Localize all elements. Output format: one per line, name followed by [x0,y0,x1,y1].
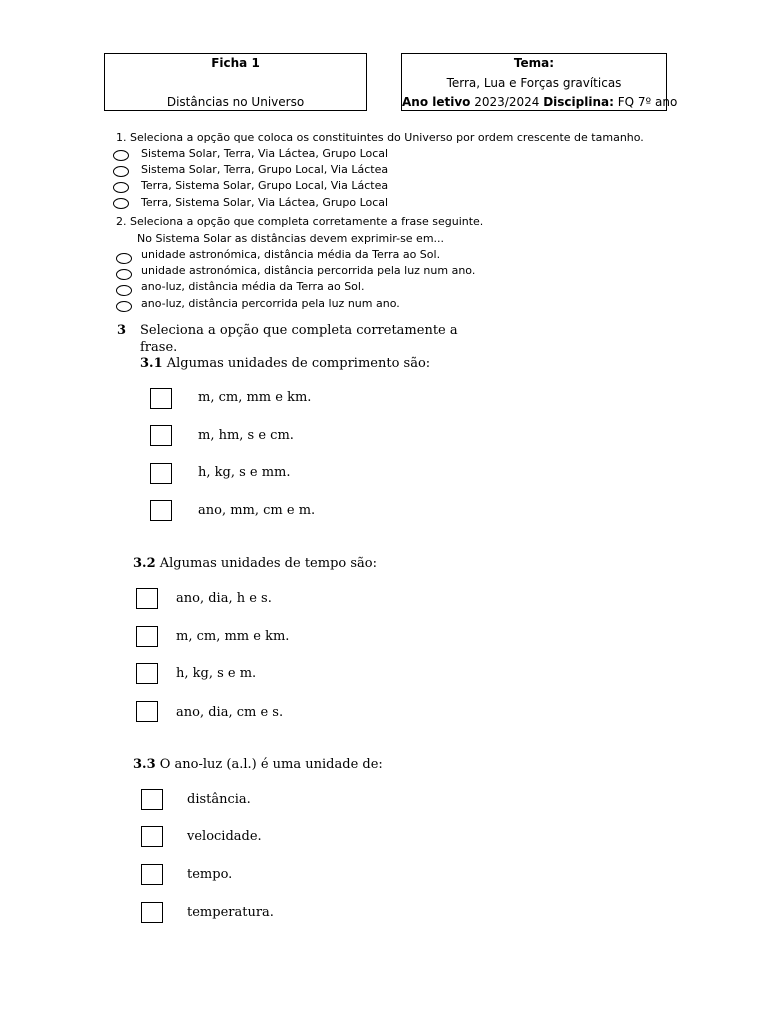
disciplina-value: FQ 7º ano [617,95,678,109]
disciplina-label: Disciplina: [543,95,614,109]
q3-question-line2: frase. [140,340,178,355]
tema-label: Tema: [513,56,555,70]
q3-2-option-2-label: m, cm, mm e km. [176,629,290,644]
q2-option-2-label: unidade astronómica, distância percorrida pela luz num ano. [141,264,476,277]
q1-question: 1. Seleciona a opção que coloca os constituintes do Universo por ordem crescente de tamanho. [116,131,644,144]
q3-2-heading [133,556,377,571]
q3-3-option-3-checkbox[interactable] [141,864,163,885]
q3-1-option-2-label: m, hm, s e cm. [198,428,294,443]
q3-1-option-1-checkbox[interactable] [150,388,172,409]
school-year-line [402,95,678,109]
q2-stem: No Sistema Solar as distâncias devem exprimir-se em... [137,232,445,245]
q3-1-option-3-label: h, kg, s e mm. [198,465,291,480]
q1-option-4-label: Terra, Sistema Solar, Via Láctea, Grupo Local [141,196,389,209]
q3-3-option-4-label: temperatura. [187,905,274,920]
q3-2-option-3-checkbox[interactable] [136,663,158,684]
q1-option-1-radio[interactable] [113,150,129,161]
q2-option-2-radio[interactable] [116,269,132,280]
worksheet-title: Ficha 1 [211,56,260,70]
q3-number: 3 [117,323,127,338]
q3-1-option-4-label: ano, mm, cm e m. [198,503,316,518]
q3-question-line1: Seleciona a opção que completa corretamente a [140,323,458,338]
q3-1-option-4-checkbox[interactable] [150,500,172,521]
q3-1-option-1-label: m, cm, mm e km. [198,390,312,405]
q3-2-option-2-checkbox[interactable] [136,626,158,647]
q2-option-4-radio[interactable] [116,301,132,312]
q3-3-option-2-label: velocidade. [187,829,262,844]
q3-2-option-3-label: h, kg, s e m. [176,666,257,681]
q1-option-2-radio[interactable] [113,166,129,177]
worksheet-subtitle: Distâncias no Universo [166,95,305,109]
q3-3-number: 3.3 [133,757,156,772]
q3-2-option-1-checkbox[interactable] [136,588,158,609]
q2-question: 2. Seleciona a opção que completa corretamente a frase seguinte. [116,215,484,228]
q3-1-heading [140,356,430,371]
q3-3-option-2-checkbox[interactable] [141,826,163,847]
q2-option-1-radio[interactable] [116,253,132,264]
q2-option-1-label: unidade astronómica, distância média da Terra ao Sol. [141,248,441,261]
q3-2-option-4-label: ano, dia, cm e s. [176,705,284,720]
q2-option-4-label: ano-luz, distância percorrida pela luz num ano. [141,297,400,310]
q2-option-3-radio[interactable] [116,285,132,296]
q3-3-option-1-label: distância. [187,792,251,807]
q2-option-3-label: ano-luz, distância média da Terra ao Sol. [141,280,365,293]
q3-1-text: Algumas unidades de comprimento são: [166,356,431,371]
q1-option-4-radio[interactable] [113,198,129,209]
header-title-box [104,53,367,111]
q3-3-option-3-label: tempo. [187,867,233,882]
tema-value: Terra, Lua e Forças gravíticas [446,76,622,90]
q3-2-option-4-checkbox[interactable] [136,701,158,722]
q3-3-heading [133,757,383,772]
q3-2-text: Algumas unidades de tempo são: [159,556,377,571]
q1-option-3-radio[interactable] [113,182,129,193]
q1-option-2-label: Sistema Solar, Terra, Grupo Local, Via Láctea [141,163,389,176]
q3-1-option-2-checkbox[interactable] [150,425,172,446]
q3-1-number: 3.1 [140,356,163,371]
q3-1-option-3-checkbox[interactable] [150,463,172,484]
ano-letivo-value: 2023/2024 [474,95,540,109]
q3-2-option-1-label: ano, dia, h e s. [176,591,272,606]
ano-letivo-label: Ano letivo [402,95,471,109]
q3-3-option-1-checkbox[interactable] [141,789,163,810]
q1-option-1-label: Sistema Solar, Terra, Via Láctea, Grupo Local [141,147,389,160]
q3-2-number: 3.2 [133,556,156,571]
header-info-box [401,53,678,111]
q3-3-text: O ano-luz (a.l.) é uma unidade de: [159,757,383,772]
q1-option-3-label: Terra, Sistema Solar, Grupo Local, Via Láctea [141,179,389,192]
q3-3-option-4-checkbox[interactable] [141,902,163,923]
